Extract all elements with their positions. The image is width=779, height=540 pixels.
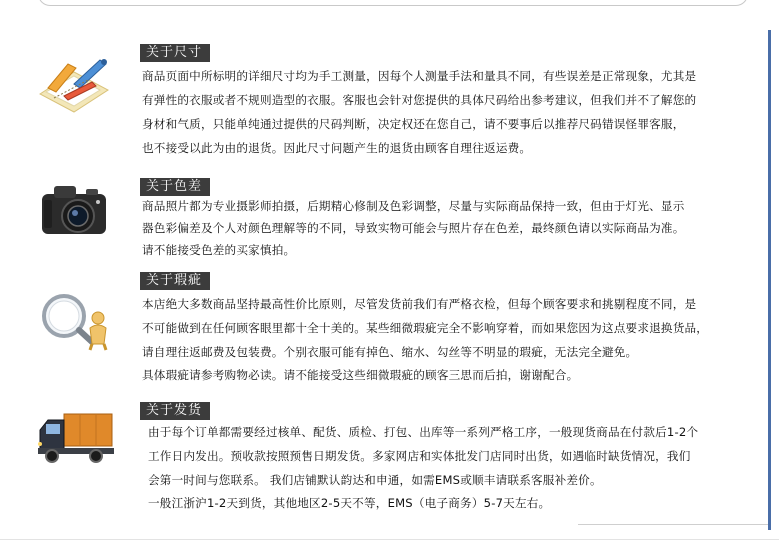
body-line: 具体瑕疵请参考购物必读。请不能接受这些细微瑕疵的顾客三思而后拍，谢谢配合。	[142, 368, 579, 382]
section-title: 关于瑕疵	[140, 272, 210, 290]
body-line: 请不能接受色差的买家慎拍。	[142, 243, 296, 257]
body-line: 器色彩偏差及个人对颜色理解等的不同，导致实物可能会与照片存在色差，最终颜色请以实际商品为准。	[142, 221, 685, 235]
section-title: 关于发货	[140, 402, 210, 420]
section-title: 关于尺寸	[140, 44, 210, 62]
ruler-drafting-icon	[34, 50, 118, 114]
section-title: 关于色差	[140, 178, 210, 196]
body-line: 不可能做到在任何顾客眼里都十全十美的。某些细微瑕疵完全不影响穿着，而如果您因为这点要求退换货品，	[142, 321, 709, 335]
body-line: 请自理往返邮费及包装费。个别衣服可能有掉色、缩水、勾丝等不明显的瑕疵，无法完全避免。	[142, 345, 638, 359]
body-line: 工作日内发出。预收款按照预售日期发货。多家网店和实体批发门店同时出货，如遇临时缺货情况，我们	[148, 449, 691, 463]
body-line: 会第一时间与您联系。 我们店铺默认韵达和申通，如需EMS或顺丰请联系客服补差价。	[148, 473, 602, 487]
body-line: 商品页面中所标明的详细尺寸均为手工测量，因每个人测量手法和量具不同，有些误差是正常现象，尤其是	[142, 69, 697, 83]
right-divider	[768, 30, 771, 530]
magnifier-person-icon	[34, 288, 118, 352]
body-line: 也不接受以此为由的退货。因此尺寸问题产生的退货由顾客自理往返运费。	[142, 141, 532, 155]
body-line: 有弹性的衣服或者不规则造型的衣服。客服也会针对您提供的具体尺码给出参考建议，但我们并不了解您的	[142, 93, 697, 107]
body-line: 本店绝大多数商品坚持最高性价比原则，尽管发货前我们有严格衣检，但每个顾客要求和挑剔程度不同，是	[142, 297, 697, 311]
delivery-truck-icon	[34, 404, 118, 468]
camera-icon	[34, 178, 118, 242]
top-frame	[38, 0, 748, 6]
body-line: 商品照片都为专业摄影师拍摄，后期精心修制及色彩调整，尽量与实际商品保持一致，但由于灯光、显示	[142, 199, 685, 213]
bottom-divider	[578, 524, 768, 525]
body-line: 由于每个订单都需要经过核单、配货、质检、打包、出库等一系列严格工序，一般现货商品在付款后1-2个	[148, 425, 699, 439]
body-line: 身材和气质，只能单纯通过提供的尺码判断，决定权还在您自己，请不要事后以推荐尺码错误怪罪客服，	[142, 117, 685, 131]
body-line: 一般江浙沪1-2天到货，其他地区2-5天不等，EMS（电子商务）5-7天左右。	[148, 496, 551, 510]
